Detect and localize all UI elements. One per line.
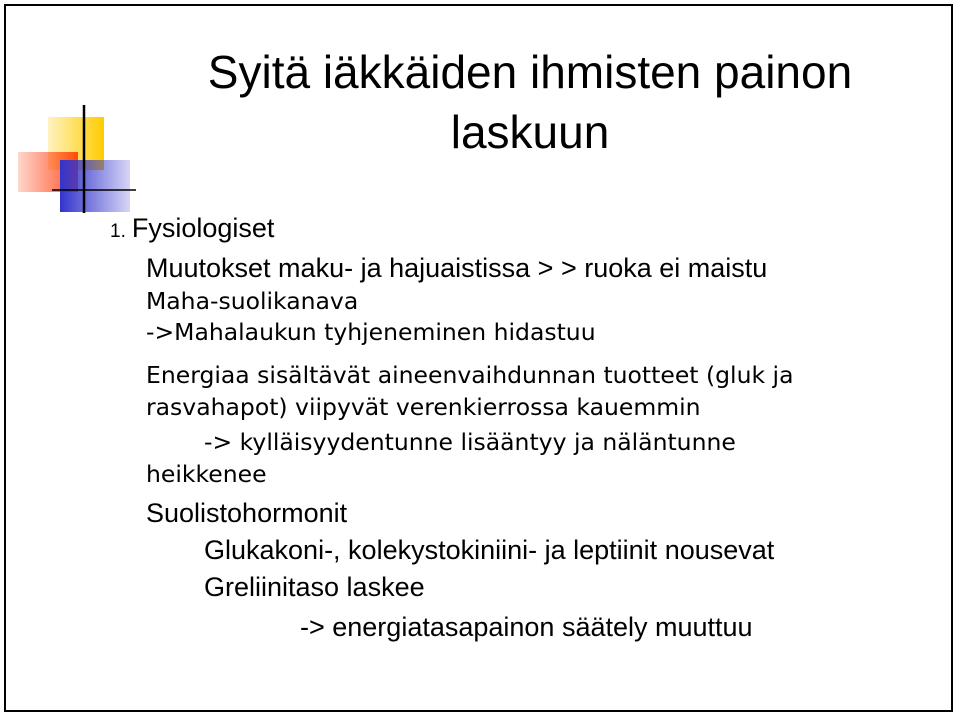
text-line: Greliinitaso laskee xyxy=(204,572,425,602)
text-line: Energiaa sisältävät aineenvaihdunnan tuotteet (gluk ja xyxy=(146,361,794,389)
text-line: rasvahapot) viipyvät verenkierrossa kauemmin xyxy=(146,393,701,421)
list-number: 1. xyxy=(110,221,126,242)
title-line-2: laskuun xyxy=(450,106,610,158)
text-line: -> energiatasapainon säätely muuttuu xyxy=(300,612,753,642)
text-line: Maha-suolikanava xyxy=(146,287,359,315)
decorative-squares xyxy=(0,0,160,230)
text-line: -> kylläisyydentunne lisääntyy ja näläntunne xyxy=(204,428,736,456)
blue-square xyxy=(60,160,130,212)
text-line: Glukakoni-, kolekystokiniini- ja leptiinit nousevat xyxy=(204,535,775,565)
text-line: Muutokset maku- ja hajuaistissa > > ruoka ei maistu xyxy=(146,253,768,283)
slide-title xyxy=(150,42,910,162)
title-line-1: Syitä iäkkäiden ihmisten painon xyxy=(207,46,853,98)
list-heading xyxy=(110,211,274,249)
text-line: Suolistohormonit xyxy=(146,498,348,528)
text-line: heikkenee xyxy=(146,460,267,488)
text-line: ->Mahalaukun tyhjeneminen hidastuu xyxy=(146,318,596,346)
heading-text: Fysiologiset xyxy=(131,213,275,243)
